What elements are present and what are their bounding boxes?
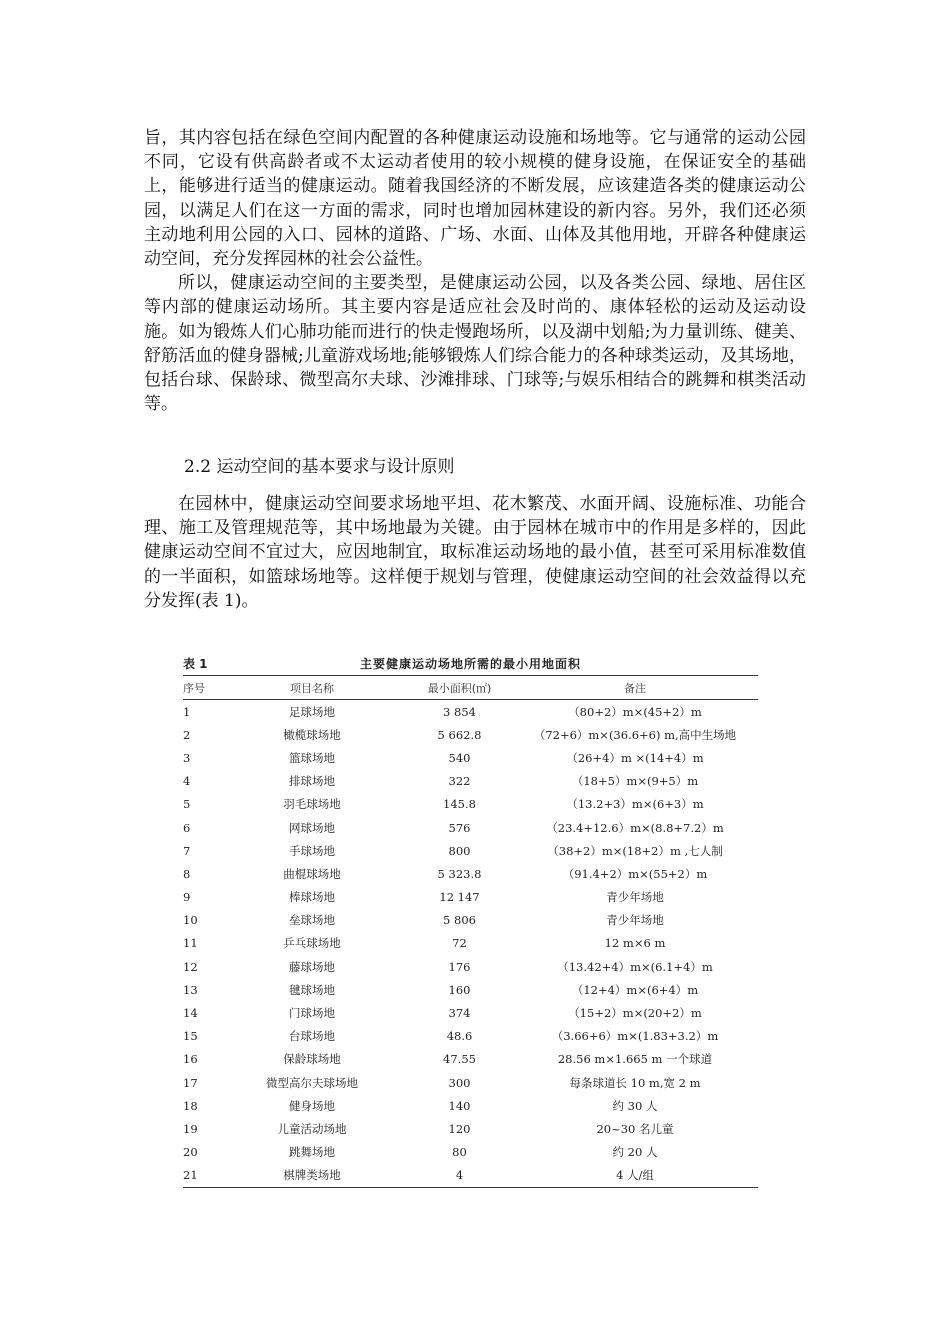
table-cell: 1 [183,704,191,719]
intro-text-block [144,126,806,416]
table-cell: 5 [183,797,191,812]
table-cell: 门球场地 [289,1006,335,1021]
table-row [183,955,758,978]
table-cell: 800 [448,843,471,858]
table-cell: 160 [448,982,471,997]
paragraph: 旨，其内容包括在绿色空间内配置的各种健康运动设施和场地等。它与通常的运动公园不同，它设有供高龄者或不太运动者使用的较小规模的健身设施，在保证安全的基础上，能够进行适当的健康运动。随着我国经济的不断发展，应该建造各类的健康运动公园，以满足人们在这一方面的需求，同时也增加园林建设的新内容。另外，我们还必须主动地利用公园的入口、园林的道路、广场、水面、山体及其他用地，开辟各种健康运动空间，充分发挥园林的社会公益性。 [144,128,806,270]
table-title: 主要健康运动场地所需的最小用地面积 [359,657,581,671]
table-cell: 8 [183,866,191,881]
table-cell: 72 [452,936,467,951]
table-row [183,909,758,932]
table-row [183,746,758,769]
table-cell: 21 [183,1164,217,1188]
table-cell: 约 30 人 [612,1098,658,1113]
table-row [183,886,758,909]
table-cell: 4 人/组 [512,1164,758,1188]
table-cell: 羽毛球场地 [283,797,341,812]
table-cell: 15 [183,1029,198,1044]
table-caption [183,651,758,675]
table-cell: 80 [452,1145,467,1160]
table-cell: 17 [183,1075,198,1090]
table-cell: 145.8 [443,797,476,812]
table-cell: 台球场地 [289,1029,335,1044]
table-cell: 5 323.8 [437,866,482,881]
table-cell: 11 [183,936,198,951]
table-row [183,723,758,746]
section-heading: 2.2 运动空间的基本要求与设计原则 [184,457,455,477]
table-cell: 排球场地 [289,774,335,789]
table-row [183,816,758,839]
table-cell: （15+2）m×(20+2）m [568,1006,702,1021]
table-cell: （72+6）m×(36.6+6) m,高中生场地 [533,727,737,742]
table-cell: 12 147 [439,890,480,905]
table-cell: 青少年场地 [606,890,664,905]
table-cell: 乒乓球场地 [283,936,341,951]
paragraph: 在园林中，健康运动空间要求场地平坦、花木繁茂、水面开阔、设施标准、功能合理、施工及管理规范等，其中场地最为关键。由于园林在城市中的作用是多样的，因此健康运动空间不宜过大，应因地制宜，取标准运动场地的最小值，甚至可采用标准数值的一半面积，如篮球场地等。这样便于规划与管理，使健康运动空间的社会效益得以充分发挥(表 1)。 [144,494,806,611]
table-row [183,932,758,955]
table-row [183,839,758,862]
data-table [183,675,758,1188]
table-cell: 576 [448,820,471,835]
table-cell: 藤球场地 [289,959,335,974]
table-cell: 4 [183,774,191,789]
table-row [183,700,758,724]
table-cell: 7 [183,843,191,858]
table-cell: 18 [183,1098,198,1113]
table-cell: 2 [183,727,191,742]
table-cell: （26+4）m ×(14+4）m [566,750,704,765]
table-cell: 10 [183,913,198,928]
header-cell: 最小面积(㎡) [407,676,512,700]
table-row [183,1094,758,1117]
table-cell: （80+2）m×(45+2）m [568,704,702,719]
table-row [183,1048,758,1071]
header-cell: 序号 [183,676,217,700]
header-cell: 备注 [512,676,758,700]
table-cell: 14 [183,1006,198,1021]
table-cell: 6 [183,820,191,835]
table-cell: 28.56 m×1.665 m 一个球道 [557,1052,713,1067]
table-cell: 5 806 [443,913,476,928]
table-cell: 19 [183,1121,198,1136]
table-cell: 垒球场地 [289,913,335,928]
table-cell: 跳舞场地 [289,1145,335,1160]
table-cell: 12 m×6 m [604,936,666,951]
table-cell: 足球场地 [289,704,335,719]
table-cell: （91.4+2）m×(55+2）m [562,866,708,881]
table-cell: 微型高尔夫球场地 [266,1075,358,1090]
table-cell: （13.42+4）m×(6.1+4）m [557,959,713,974]
table-cell: 47.55 [443,1052,476,1067]
table-row [183,1071,758,1094]
table-cell: 网球场地 [289,820,335,835]
table-cell: （18+5）m×(9+5）m [571,774,699,789]
table-cell: 曲棍球场地 [283,866,341,881]
table-cell: 青少年场地 [606,913,664,928]
table-cell: 20 [183,1145,198,1160]
table-row [183,770,758,793]
table-cell: 20~30 名儿童 [596,1121,674,1136]
table-cell: 48.6 [446,1029,473,1044]
table-cell: 每条球道长 10 m,宽 2 m [569,1075,701,1090]
table-cell: 棒球场地 [289,890,335,905]
table-cell: 篮球场地 [289,750,335,765]
table-cell: （12+4）m×(6+4）m [571,982,699,997]
table-row [183,1001,758,1024]
table-cell: 棋牌类场地 [217,1164,407,1188]
table-cell: 374 [448,1006,471,1021]
table-cell: （3.66+6）m×(1.83+3.2）m [551,1029,719,1044]
table-cell: 5 662.8 [437,727,482,742]
table-row [183,1141,758,1164]
table-cell: 322 [448,774,471,789]
table-cell: 约 20 人 [612,1145,658,1160]
section-text-block [144,492,806,613]
table-row [183,1117,758,1140]
table-cell: 120 [448,1121,471,1136]
table-cell: 300 [448,1075,471,1090]
header-cell: 项目名称 [217,676,407,700]
table-cell: 4 [407,1164,512,1188]
table-cell: 儿童活动场地 [277,1121,347,1136]
table-cell: 手球场地 [289,843,335,858]
table-cell: 毽球场地 [289,982,335,997]
table-cell: 13 [183,982,198,997]
table-cell: （38+2）m×(18+2）m ,七人制 [547,843,723,858]
table-cell: 176 [448,959,471,974]
table-cell: 橄榄球场地 [283,727,341,742]
table-cell: 12 [183,959,198,974]
table-row [183,1025,758,1048]
table-cell: 3 854 [443,704,476,719]
table-row [183,978,758,1001]
table-cell: （23.4+12.6）m×(8.8+7.2）m [546,820,724,835]
paragraph: 所以，健康运动空间的主要类型，是健康运动公园，以及各类公园、绿地、居住区等内部的健康运动场所。其主要内容是适应社会及时尚的、康体轻松的运动及运动设施。如为锻炼人们心肺功能而进行的快走慢跑场所，以及湖中划船;为力量训练、健美、舒筋活血的健身器械;儿童游戏场地;能够锻炼人们综合能力的各种球类运动，及其场地，包括台球、保龄球、微型高尔夫球、沙滩排球、门球等;与娱乐相结合的跳舞和棋类活动等。 [144,273,806,415]
table-cell: 140 [448,1098,471,1113]
table-cell: 9 [183,890,191,905]
table-cell: （13.2+3）m×(6+3）m [566,797,704,812]
table-row [183,862,758,885]
table-cell: 3 [183,750,191,765]
table-cell: 健身场地 [289,1098,335,1113]
table-cell: 16 [183,1052,198,1067]
table-cell: 保龄球场地 [283,1052,341,1067]
area-table [183,651,758,1188]
table-header-row [183,676,758,700]
table-label: 表 1 [183,657,208,671]
table-row [183,793,758,816]
table-row [183,1164,758,1188]
table-cell: 540 [448,750,471,765]
